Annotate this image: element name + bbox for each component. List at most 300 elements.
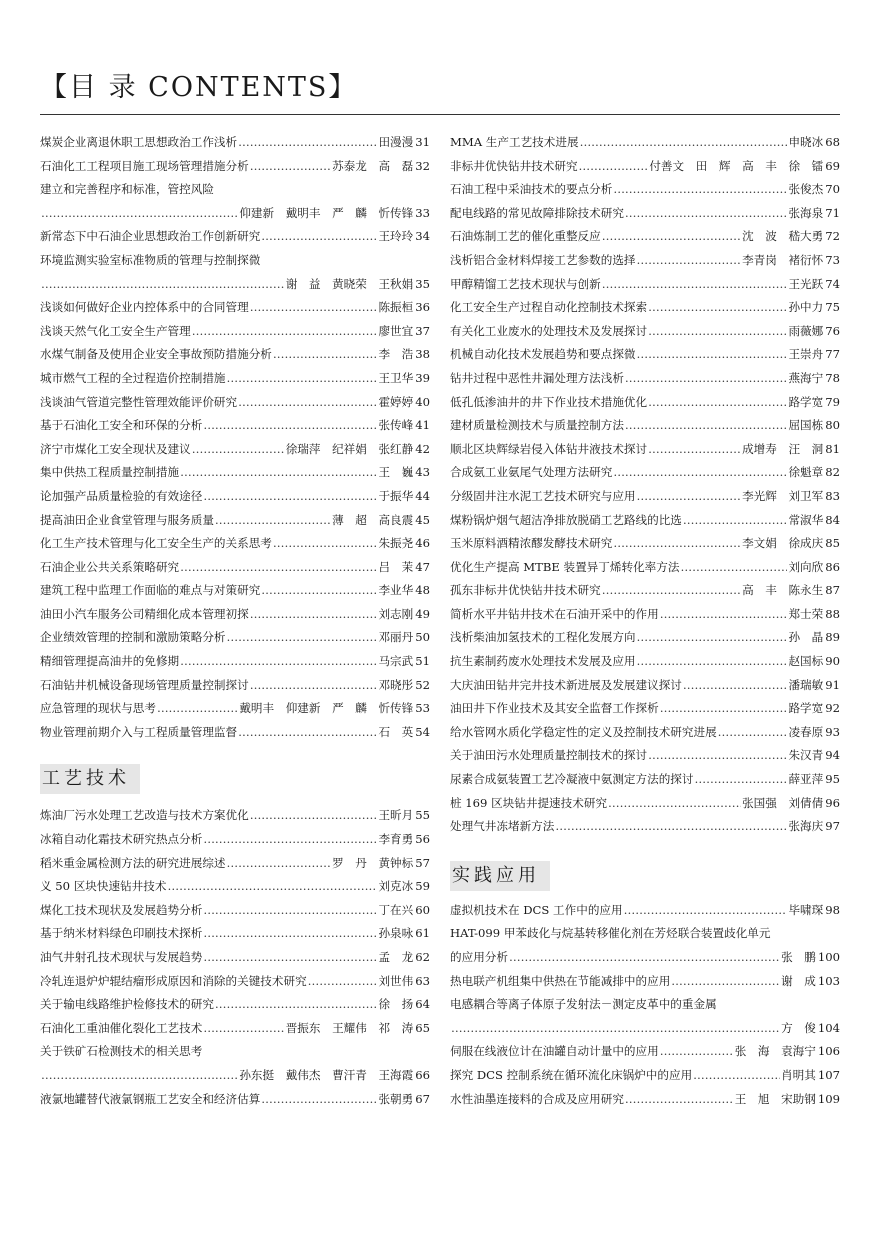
toc-entry[interactable]	[40, 1040, 430, 1064]
toc-entry[interactable]	[450, 697, 840, 721]
entry-authors: 邓晓彤	[378, 677, 414, 692]
dot-leader	[680, 556, 787, 580]
entry-title: 钻井过程中恶性井漏处理方法浅析	[450, 370, 624, 385]
toc-entry[interactable]	[40, 367, 430, 391]
entry-page-number: 70	[825, 182, 840, 197]
entry-authors: 霍婷婷	[378, 394, 414, 409]
entry-page-number: 109	[817, 1091, 840, 1106]
entry-title: 热电联产机组集中供热在节能减排中的应用	[450, 973, 671, 988]
toc-entry[interactable]	[450, 744, 840, 768]
header-rule	[40, 114, 840, 115]
entry-page-number: 104	[817, 1020, 840, 1035]
entry-authors: 方 俊	[781, 1020, 816, 1035]
entry-page-number: 80	[825, 418, 840, 433]
dot-leader	[180, 556, 377, 580]
entry-authors: 薄 超 高良震	[332, 512, 414, 527]
entry-title: 煤炭企业离退休职工思想政治工作浅析	[40, 135, 238, 149]
entry-page-number: 69	[825, 158, 840, 173]
entry-title: 义 50 区块快速钻井技术	[40, 879, 167, 894]
entry-title: 提高油田企业食堂管理与服务质量	[40, 512, 214, 527]
entry-authors: 凌春原	[788, 724, 824, 739]
toc-entry[interactable]	[450, 225, 840, 249]
dot-leader	[648, 744, 787, 768]
entry-authors: 张海泉	[788, 205, 824, 220]
entry-title: 浅析柴油加氢技术的工程化发展方向	[450, 630, 636, 645]
toc-entry[interactable]	[40, 556, 430, 580]
dot-leader	[41, 273, 285, 297]
entry-authors: 朱汉青	[788, 748, 824, 763]
entry-page-number: 47	[415, 559, 430, 574]
entry-page-number: 34	[415, 229, 430, 244]
entry-title: 抗生素制药废水处理技术发展及应用	[450, 654, 636, 669]
dot-leader	[625, 414, 788, 438]
dot-leader	[227, 852, 332, 876]
entry-authors: 路学宽	[788, 394, 824, 409]
dot-leader	[261, 1088, 377, 1112]
toc-entry[interactable]	[40, 131, 430, 155]
toc-entry[interactable]	[40, 461, 430, 485]
entry-title: 建筑工程中监理工作面临的难点与对策研究	[40, 583, 261, 598]
toc-entry[interactable]	[40, 650, 430, 674]
toc-entry[interactable]	[450, 320, 840, 344]
dot-leader	[250, 674, 378, 698]
toc-entry[interactable]	[40, 922, 430, 946]
entry-page-number: 39	[415, 370, 430, 385]
toc-list	[450, 131, 840, 839]
entry-title: 浅谈天然气化工安全生产管理	[40, 323, 191, 338]
entry-page-number: 82	[825, 465, 840, 480]
dot-leader	[41, 1064, 238, 1088]
entry-title: 石油化工重油催化裂化工艺技术	[40, 1020, 203, 1035]
toc-entry[interactable]	[450, 178, 840, 202]
entry-authors: 燕海宁	[788, 370, 824, 385]
entry-title: 新常态下中石油企业思想政治工作创新研究	[40, 229, 261, 244]
toc-entry[interactable]	[450, 131, 840, 155]
entry-title: 煤化工技术现状及发展趋势分析	[40, 902, 203, 917]
entry-title: 孤东非标井优快钻井技术研究	[450, 583, 601, 598]
toc-entry[interactable]	[450, 367, 840, 391]
dot-leader	[308, 970, 378, 994]
entry-page-number: 98	[825, 902, 840, 917]
toc-entry[interactable]	[450, 1017, 840, 1041]
toc-entry[interactable]	[40, 1017, 430, 1041]
entry-page-number: 85	[825, 536, 840, 551]
entry-authors: 朱振尧	[378, 536, 414, 551]
entry-authors: 刘向欣	[788, 559, 824, 574]
toc-entry[interactable]	[450, 970, 840, 994]
entry-page-number: 103	[817, 973, 840, 988]
toc-entry[interactable]	[40, 804, 430, 828]
entry-title: 关于铁矿石检测技术的相关思考	[40, 1044, 203, 1059]
entry-title: 给水管网水质化学稳定性的定义及控制技术研究进展	[450, 724, 717, 739]
dot-leader	[637, 650, 788, 674]
dot-leader	[648, 296, 787, 320]
toc-entry[interactable]	[450, 485, 840, 509]
dot-leader	[203, 1017, 284, 1041]
toc-entry[interactable]	[40, 970, 430, 994]
dot-leader	[671, 970, 780, 994]
entry-page-number: 31	[415, 135, 430, 149]
toc-entry[interactable]	[450, 461, 840, 485]
entry-authors: 王崇舟	[788, 347, 824, 362]
entry-page-number: 35	[415, 276, 430, 291]
dot-leader	[250, 155, 331, 179]
toc-entry[interactable]	[40, 202, 430, 226]
toc-entry[interactable]	[450, 899, 840, 923]
entry-page-number: 87	[825, 583, 840, 598]
toc-entry[interactable]	[40, 273, 430, 297]
entry-authors: 孟 龙	[378, 950, 414, 964]
toc-entry[interactable]	[40, 532, 430, 556]
dot-leader	[203, 922, 377, 946]
entry-authors: 石 英	[378, 724, 414, 739]
entry-title: 基于石油化工安全和环保的分析	[40, 418, 203, 433]
entry-title: HAT-099 甲苯歧化与烷基转移催化剂在芳烃联合装置歧化单元	[450, 926, 771, 941]
entry-authors: 丁在兴	[378, 902, 414, 917]
entry-title: 液氯地罐替代液氯钢瓶工艺安全和经济估算	[40, 1091, 261, 1106]
entry-authors: 路学宽	[788, 701, 824, 716]
toc-list	[40, 804, 430, 1111]
toc-entry[interactable]	[40, 343, 430, 367]
entry-page-number: 88	[825, 606, 840, 621]
dot-leader	[602, 579, 741, 603]
dot-leader	[608, 792, 741, 816]
dot-leader	[180, 650, 377, 674]
toc-entry[interactable]	[40, 674, 430, 698]
toc-entry[interactable]	[450, 993, 840, 1017]
entry-page-number: 60	[415, 902, 430, 917]
toc-entry[interactable]	[450, 556, 840, 580]
entry-authors: 王 旭 宋助钢	[734, 1091, 816, 1106]
toc-entry[interactable]	[40, 899, 430, 923]
toc-entry[interactable]	[450, 391, 840, 415]
entry-title: 炼油厂污水处理工艺改造与技术方案优化	[40, 808, 249, 823]
toc-entry[interactable]	[450, 1088, 840, 1112]
toc-entry[interactable]	[450, 414, 840, 438]
dot-leader	[613, 178, 787, 202]
entry-title: 关于油田污水处理质量控制技术的探讨	[450, 748, 648, 763]
entry-page-number: 75	[825, 300, 840, 315]
entry-title: 石油化工工程项目施工现场管理措施分析	[40, 158, 249, 173]
toc-entry[interactable]	[450, 626, 840, 650]
toc-entry[interactable]	[40, 391, 430, 415]
toc-entry[interactable]	[450, 721, 840, 745]
entry-authors: 刘世伟	[378, 973, 414, 988]
toc-entry[interactable]	[40, 579, 430, 603]
entry-title: 论加强产品质量检验的有效途径	[40, 488, 203, 503]
dot-leader	[215, 993, 378, 1017]
entry-page-number: 32	[415, 158, 430, 173]
toc-entry[interactable]	[40, 828, 430, 852]
entry-authors: 屈国栋	[788, 418, 824, 433]
dot-leader	[192, 438, 285, 462]
entry-authors: 谢 成	[781, 973, 816, 988]
dot-leader	[250, 804, 378, 828]
entry-authors: 赵国标	[788, 654, 824, 669]
entry-authors: 刘志刚	[378, 606, 414, 621]
entry-page-number: 94	[825, 748, 840, 763]
toc-entry[interactable]	[450, 792, 840, 816]
toc-entry[interactable]	[450, 603, 840, 627]
dot-leader	[602, 273, 788, 297]
dot-leader	[637, 249, 742, 273]
toc-entry[interactable]	[450, 579, 840, 603]
entry-page-number: 93	[825, 724, 840, 739]
toc-entry[interactable]	[450, 1064, 840, 1088]
entry-authors: 晋振东 王耀伟 祁 涛	[285, 1020, 414, 1035]
toc-entry[interactable]	[450, 273, 840, 297]
toc-entry[interactable]	[450, 155, 840, 179]
entry-authors: 张 海 袁海宁	[734, 1044, 816, 1059]
entry-page-number: 100	[817, 950, 840, 964]
entry-authors: 徐魁章	[788, 465, 824, 480]
entry-title: 顺北区块辉绿岩侵入体钻井液技术探讨	[450, 441, 648, 456]
dot-leader	[693, 1064, 780, 1088]
entry-authors: 王 巍	[378, 465, 414, 480]
entry-authors: 孙东挺 戴伟杰 曹汗青 王海霞	[239, 1067, 414, 1082]
dot-leader	[694, 768, 787, 792]
entry-title: 济宁市煤化工安全现状及建议	[40, 441, 191, 456]
entry-title: 伺服在线液位计在油罐自动计量中的应用	[450, 1044, 659, 1059]
entry-title: 有关化工业废水的处理技术及发展探讨	[450, 323, 648, 338]
entry-authors: 付善文 田 辉 高 丰 徐 镭	[649, 158, 824, 173]
toc-entry[interactable]	[40, 721, 430, 745]
entry-authors: 李光辉 刘卫军	[742, 488, 824, 503]
toc-entry[interactable]	[40, 155, 430, 179]
dot-leader	[648, 391, 787, 415]
entry-title: 简析水平井钻井技术在石油开采中的作用	[450, 606, 659, 621]
entry-title: 煤粉锅炉烟气超洁净排放脱硝工艺路线的比选	[450, 512, 682, 527]
entry-page-number: 63	[415, 973, 430, 988]
entry-title: 关于输电线路维护检修技术的研究	[40, 997, 214, 1012]
entry-page-number: 40	[415, 394, 430, 409]
entry-title: 化工生产技术管理与化工安全生产的关系思考	[40, 536, 272, 551]
toc-entry[interactable]	[40, 626, 430, 650]
toc-entry[interactable]	[40, 485, 430, 509]
entry-authors: 苏泰龙 高 磊	[332, 158, 414, 173]
entry-page-number: 106	[817, 1044, 840, 1059]
entry-authors: 李育勇	[378, 832, 414, 847]
toc-entry[interactable]	[40, 178, 430, 202]
dot-leader	[660, 1040, 734, 1064]
entry-authors: 谢 益 黄晓荣 王秋娟	[285, 276, 414, 291]
dot-leader	[637, 343, 788, 367]
entry-title: 油气井射孔技术现状与发展趋势	[40, 950, 203, 964]
toc-entry[interactable]	[450, 1040, 840, 1064]
dot-leader	[250, 603, 378, 627]
dot-leader	[683, 509, 788, 533]
left-column	[40, 131, 430, 1111]
entry-page-number: 46	[415, 536, 430, 551]
toc-entry[interactable]	[40, 509, 430, 533]
entry-page-number: 44	[415, 488, 430, 503]
dot-leader	[203, 414, 377, 438]
toc-entry[interactable]	[450, 249, 840, 273]
toc-entry[interactable]	[40, 946, 430, 970]
dot-leader	[613, 461, 787, 485]
entry-authors: 张国强 刘倩倩	[742, 795, 824, 810]
entry-page-number: 66	[415, 1067, 430, 1082]
toc-entry[interactable]	[450, 768, 840, 792]
dot-leader	[637, 485, 742, 509]
toc-entry[interactable]	[40, 993, 430, 1017]
entry-page-number: 62	[415, 950, 430, 964]
dot-leader	[203, 828, 377, 852]
entry-page-number: 68	[825, 135, 840, 149]
entry-page-number: 57	[415, 855, 430, 870]
entry-authors: 王玲玲	[378, 229, 414, 244]
entry-page-number: 97	[825, 819, 840, 834]
dot-leader	[555, 815, 787, 839]
entry-page-number: 61	[415, 926, 430, 941]
entry-authors: 申晓冰	[788, 135, 824, 149]
entry-authors: 田漫漫	[378, 135, 414, 149]
entry-title: 处理气井冻堵新方法	[450, 819, 555, 834]
toc-entry[interactable]	[40, 438, 430, 462]
toc-entry[interactable]	[450, 650, 840, 674]
dot-leader	[238, 131, 377, 155]
entry-page-number: 74	[825, 276, 840, 291]
dot-leader	[203, 946, 377, 970]
dot-leader	[215, 509, 331, 533]
entry-authors: 高 丰 陈永生	[742, 583, 824, 598]
entry-page-number: 83	[825, 488, 840, 503]
entry-page-number: 38	[415, 347, 430, 362]
entry-title: 城市燃气工程的全过程造价控制措施	[40, 370, 226, 385]
entry-page-number: 54	[415, 724, 430, 739]
toc-entry[interactable]	[450, 532, 840, 556]
toc-entry[interactable]	[450, 296, 840, 320]
entry-authors: 成增寿 汪 洞	[742, 441, 824, 456]
dot-leader	[637, 626, 788, 650]
entry-page-number: 95	[825, 772, 840, 787]
entry-page-number: 52	[415, 677, 430, 692]
entry-title: 化工安全生产过程自动化控制技术探索	[450, 300, 648, 315]
dot-leader	[602, 225, 741, 249]
entry-page-number: 48	[415, 583, 430, 598]
toc-entry[interactable]	[450, 922, 840, 946]
entry-title: 甲醇精馏工艺技术现状与创新	[450, 276, 601, 291]
entry-title: 冰箱自动化霜技术研究热点分析	[40, 832, 203, 847]
dot-leader	[238, 721, 377, 745]
entry-authors: 廖世宜	[378, 323, 414, 338]
dot-leader	[41, 202, 238, 226]
entry-title: 建材质量检测技术与质量控制方法	[450, 418, 624, 433]
dot-leader	[718, 721, 788, 745]
entry-page-number: 67	[415, 1091, 430, 1106]
dot-leader	[648, 320, 787, 344]
toc-entry[interactable]	[40, 249, 430, 273]
dot-leader	[625, 1088, 734, 1112]
entry-title: 环境监测实验室标准物质的管理与控制探微	[40, 252, 261, 267]
toc-entry[interactable]	[40, 697, 430, 721]
toc-entry[interactable]	[40, 1088, 430, 1112]
entry-authors: 雨薇娜	[788, 323, 824, 338]
entry-authors: 张海庆	[788, 819, 824, 834]
entry-authors: 孙中力	[788, 300, 824, 315]
entry-title: 浅谈油气管道完整性管理效能评价研究	[40, 394, 238, 409]
entry-title: 精细管理提高油井的免修期	[40, 654, 180, 669]
entry-page-number: 59	[415, 879, 430, 894]
toc-entry[interactable]	[40, 320, 430, 344]
entry-page-number: 77	[825, 347, 840, 362]
entry-authors: 肖明其	[781, 1067, 816, 1082]
dot-leader	[625, 202, 788, 226]
dot-leader	[660, 697, 788, 721]
toc-entry[interactable]	[40, 414, 430, 438]
entry-title: 低孔低渗油井的井下作业技术措施优化	[450, 394, 648, 409]
entry-title: 的应用分析	[450, 950, 508, 964]
toc-entry[interactable]	[450, 438, 840, 462]
toc-entry[interactable]	[40, 296, 430, 320]
entry-authors: 徐瑞萍 纪祥娟 张红静	[285, 441, 414, 456]
toc-entry[interactable]	[40, 225, 430, 249]
toc-entry[interactable]	[40, 852, 430, 876]
entry-title: 石油炼制工艺的催化重整反应	[450, 229, 601, 244]
toc-entry[interactable]	[450, 674, 840, 698]
toc-entry[interactable]	[450, 343, 840, 367]
dot-leader	[579, 155, 649, 179]
section-title-practice: 实践应用	[450, 861, 550, 891]
entry-title: 机械自动化技术发展趋势和要点探微	[450, 347, 636, 362]
entry-authors: 薛亚萍	[788, 772, 824, 787]
dot-leader	[203, 899, 377, 923]
dot-leader	[250, 296, 378, 320]
entry-title: 石油工程中采油技术的要点分析	[450, 182, 613, 197]
toc-entry[interactable]	[450, 815, 840, 839]
dot-leader	[180, 461, 377, 485]
entry-title: 探究 DCS 控制系统在循环流化床锅炉中的应用	[450, 1067, 693, 1082]
entry-authors: 张朝勇	[378, 1091, 414, 1106]
entry-authors: 罗 丹 黄钟标	[332, 855, 414, 870]
dot-leader	[683, 674, 788, 698]
entry-title: 浅析铝合金材料焊接工艺参数的选择	[450, 252, 636, 267]
toc-entry[interactable]	[450, 509, 840, 533]
entry-page-number: 96	[825, 795, 840, 810]
dot-leader	[157, 697, 238, 721]
toc-list	[450, 899, 840, 1111]
entry-title: 玉米原料酒精浓醪发酵技术研究	[450, 536, 613, 551]
entry-title: 建立和完善程序和标准，管控风险	[40, 182, 214, 197]
entry-authors: 李文娟 徐成庆	[742, 536, 824, 551]
dot-leader	[167, 875, 377, 899]
dot-leader	[509, 946, 780, 970]
toc-entry[interactable]	[40, 603, 430, 627]
entry-title: 油田井下作业技术及其安全监督工作探析	[450, 701, 659, 716]
section-title-craft: 工艺技术	[40, 764, 140, 794]
dot-leader	[192, 320, 378, 344]
toc-entry[interactable]	[40, 875, 430, 899]
entry-page-number: 73	[825, 252, 840, 267]
entry-page-number: 41	[415, 418, 430, 433]
dot-leader	[660, 603, 788, 627]
dot-leader	[227, 367, 378, 391]
dot-leader	[625, 367, 788, 391]
entry-title: 应急管理的现状与思考	[40, 701, 156, 716]
entry-title: 物业管理前期介入与工程质量管理监督	[40, 724, 238, 739]
entry-page-number: 84	[825, 512, 840, 527]
toc-entry[interactable]	[450, 202, 840, 226]
entry-page-number: 92	[825, 701, 840, 716]
toc-entry[interactable]	[40, 1064, 430, 1088]
entry-page-number: 107	[817, 1067, 840, 1082]
toc-entry[interactable]	[450, 946, 840, 970]
right-column	[450, 131, 840, 1111]
entry-title: 优化生产提高 MTBE 装置异丁烯转化率方法	[450, 559, 680, 574]
entry-title: 配电线路的常见故障排除技术研究	[450, 205, 624, 220]
entry-page-number: 53	[415, 701, 430, 716]
entry-title: 石油钻井机械设备现场管理质量控制探讨	[40, 677, 249, 692]
